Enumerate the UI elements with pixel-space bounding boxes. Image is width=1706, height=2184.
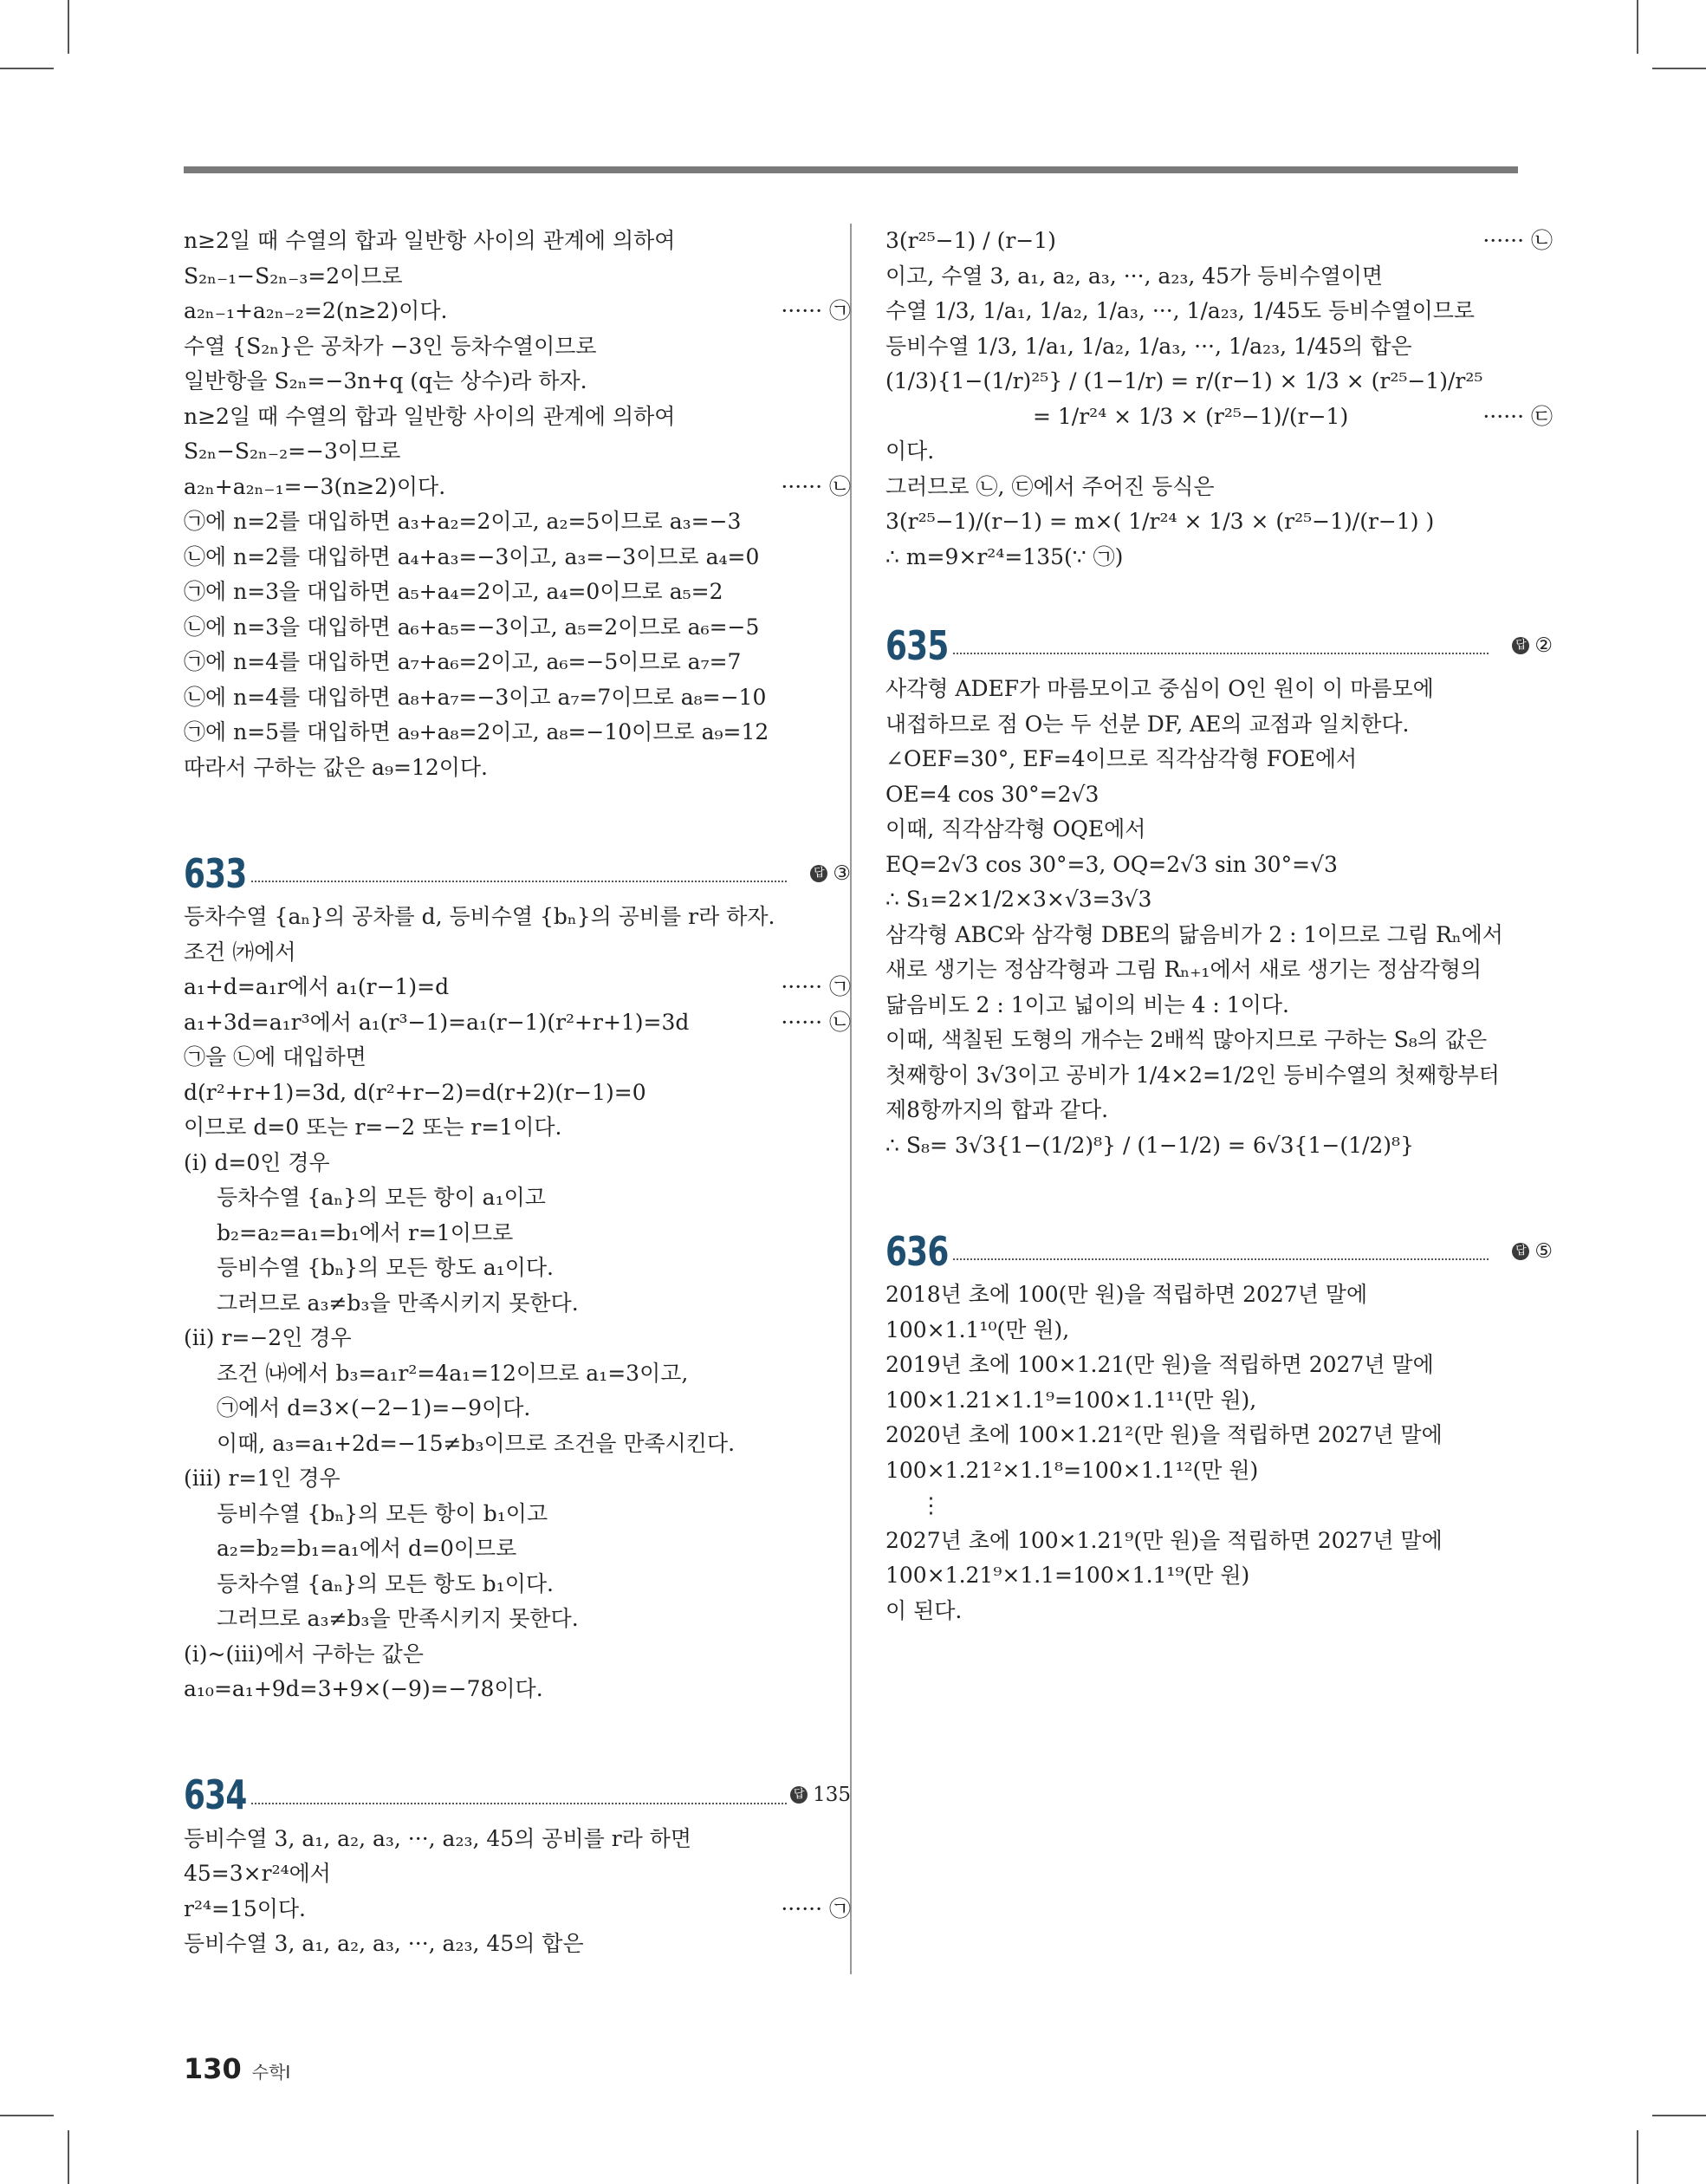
solution-line: a₁+d=a₁r에서 a₁(r−1)=d ······ ㉠	[184, 974, 851, 999]
solution-line: n≥2일 때 수열의 합과 일반항 사이의 관계에 의하여	[184, 228, 676, 253]
solution-634	[184, 1822, 851, 1962]
solution-line: = 1/r²⁴ × 1/3 × (r²⁵−1)/(r−1) ······ ㉢	[1033, 403, 1553, 429]
answer-badge	[1512, 1234, 1553, 1270]
problem-number: 635	[885, 621, 949, 669]
solution-line: ㉠에 n=3을 대입하면 a₅+a₄=2이고, a₄=0이므로 a₅=2	[184, 579, 723, 604]
solution-line: OE=4 cos 30°=2√3	[885, 781, 1099, 807]
solution-line: 내접하므로 점 O는 두 선분 DF, AE의 교점과 일치한다.	[885, 711, 1410, 737]
leader-dots	[953, 1258, 1489, 1260]
solution-line: 수열 1/3, 1/a₁, 1/a₂, 1/a₃, ···, 1/a₂₃, 1/45도 등비수열이므로	[885, 298, 1476, 323]
solution-line: 등차수열 {aₙ}의 공차를 d, 등비수열 {bₙ}의 공비를 r라 하자.	[184, 904, 775, 929]
answer-icon: 답	[1512, 637, 1529, 654]
solution-line: 새로 생기는 정삼각형과 그림 Rₙ₊₁에서 새로 생기는 정삼각형의	[885, 957, 1482, 982]
solution-line: 등비수열 {bₙ}의 모든 항이 b₁이고	[217, 1500, 548, 1526]
answer-badge	[810, 856, 851, 892]
solution-line: a₂=b₂=b₁=a₁에서 d=0이므로	[217, 1536, 517, 1561]
solution-line: 2020년 초에 100×1.21²(만 원)을 적립하면 2027년 말에	[885, 1422, 1443, 1447]
solution-line: 3(r²⁵−1) / (r−1) ······ ㉡	[885, 228, 1553, 253]
solution-line: 그러므로 a₃≠b₃을 만족시키지 못한다.	[217, 1606, 579, 1631]
problem-number: 636	[885, 1227, 949, 1275]
solution-line: (ⅱ) r=−2인 경우	[184, 1325, 352, 1350]
solution-line: ∴ S₈= 3√3{1−(1/2)⁸} / (1−1/2) = 6√3{1−(1/2)⁸}	[885, 1132, 1414, 1158]
solution-line: 등비수열 {bₙ}의 모든 항도 a₁이다.	[217, 1255, 554, 1280]
right-column	[885, 224, 1553, 1628]
leader-dots	[251, 881, 787, 882]
solution-line: 100×1.21×1.1⁹=100×1.1¹¹(만 원),	[885, 1387, 1257, 1413]
solution-line: 일반항을 S₂ₙ=−3n+q (q는 상수)라 하자.	[184, 368, 587, 393]
solution-line: n≥2일 때 수열의 합과 일반항 사이의 관계에 의하여	[184, 403, 676, 429]
solution-line: a₁₀=a₁+9d=3+9×(−9)=−78이다.	[184, 1676, 543, 1701]
solution-line: 등비수열 3, a₁, a₂, a₃, ···, a₂₃, 45의 공비를 r라 하면	[184, 1825, 692, 1851]
solution-line: a₁+3d=a₁r³에서 a₁(r³−1)=a₁(r−1)(r²+r+1)=3d ······ ㉡	[184, 1009, 851, 1035]
solution-line: 제8항까지의 합과 같다.	[885, 1097, 1109, 1122]
book-title: 수학Ⅰ	[251, 2062, 291, 2083]
solution-line: 이 된다.	[885, 1597, 963, 1623]
solution-634-continuation	[885, 224, 1553, 575]
solution-line: 100×1.1¹⁰(만 원),	[885, 1316, 1070, 1342]
crop-mark	[0, 2115, 54, 2116]
solution-line: ⋮	[920, 1492, 942, 1518]
answer-badge	[790, 1778, 851, 1813]
solution-line: d(r²+r+1)=3d, d(r²+r−2)=d(r+2)(r−1)=0	[184, 1079, 646, 1105]
solution-line: 그러므로 a₃≠b₃을 만족시키지 못한다.	[217, 1290, 579, 1316]
solution-line: 조건 ㈏에서 b₃=a₁r²=4a₁=12이므로 a₁=3이고,	[217, 1360, 689, 1386]
crop-mark	[1652, 68, 1706, 69]
solution-line: ㉡에 n=4를 대입하면 a₈+a₇=−3이고 a₇=7이므로 a₈=−10	[184, 684, 767, 710]
answer-value: 135	[813, 1784, 851, 1806]
problem-header-633	[184, 837, 851, 897]
leader-dots	[251, 1803, 787, 1804]
solution-line: ㉠에 n=4를 대입하면 a₇+a₆=2이고, a₆=−5이므로 a₇=7	[184, 649, 742, 674]
solution-line: a₂ₙ₋₁+a₂ₙ₋₂=2(n≥2)이다. ······ ㉠	[184, 298, 851, 323]
solution-line: 조건 ㈎에서	[184, 939, 296, 965]
solution-line: (ⅲ) r=1인 경우	[184, 1466, 341, 1491]
solution-line: 이때, 직각삼각형 OQE에서	[885, 816, 1146, 842]
solution-line: 2019년 초에 100×1.21(만 원)을 적립하면 2027년 말에	[885, 1352, 1434, 1377]
solution-line: 따라서 구하는 값은 a₉=12이다.	[184, 754, 488, 780]
solution-line: (ⅰ)~(ⅲ)에서 구하는 값은	[184, 1641, 424, 1667]
crop-mark	[1652, 2115, 1706, 2116]
solution-line: 그러므로 ㉡, ㉢에서 주어진 등식은	[885, 473, 1215, 499]
solution-line: 등차수열 {aₙ}의 모든 항이 a₁이고	[217, 1185, 546, 1210]
solution-636	[885, 1277, 1553, 1628]
solution-line: ㉠에서 d=3×(−2−1)=−9이다.	[217, 1395, 531, 1420]
problem-number: 633	[184, 849, 247, 897]
answer-badge	[1512, 628, 1553, 664]
solution-continuation	[184, 224, 851, 785]
solution-line: 45=3×r²⁴에서	[184, 1861, 331, 1886]
problem-header-635	[885, 609, 1553, 669]
solution-line: 2018년 초에 100(만 원)을 적립하면 2027년 말에	[885, 1282, 1368, 1307]
solution-line: 이므로 d=0 또는 r=−2 또는 r=1이다.	[184, 1115, 562, 1140]
answer-icon: 답	[1512, 1243, 1529, 1260]
solution-line: (1/3){1−(1/r)²⁵} / (1−1/r) = r/(r−1) × 1/3 × (r²⁵−1)/r²⁵	[885, 368, 1483, 393]
solution-line: S₂ₙ₋₁−S₂ₙ₋₃=2이므로	[184, 263, 403, 289]
solution-633	[184, 900, 851, 1707]
solution-line: 3(r²⁵−1)/(r−1) = m×( 1/r²⁴ × 1/3 × (r²⁵−1)/(r−1) )	[885, 509, 1435, 534]
solution-line: 이때, a₃=a₁+2d=−15≠b₃이므로 조건을 만족시킨다.	[217, 1430, 736, 1456]
left-column	[184, 224, 851, 1962]
solution-line: 100×1.21²×1.1⁸=100×1.1¹²(만 원)	[885, 1457, 1259, 1483]
solution-line: (ⅰ) d=0인 경우	[184, 1149, 330, 1175]
problem-header-636	[885, 1215, 1553, 1275]
page-number: 130	[184, 2052, 242, 2085]
solution-line: EQ=2√3 cos 30°=3, OQ=2√3 sin 30°=√3	[885, 851, 1338, 877]
solution-line: 이다.	[885, 439, 935, 464]
solution-line: 사각형 ADEF가 마름모이고 중심이 O인 원이 이 마름모에	[885, 676, 1434, 701]
crop-mark	[1637, 2130, 1638, 2184]
solution-line: 첫째항이 3√3이고 공비가 1/4×2=1/2인 등비수열의 첫째항부터	[885, 1062, 1500, 1088]
solution-line: 등비수열 3, a₁, a₂, a₃, ···, a₂₃, 45의 합은	[184, 1931, 584, 1956]
crop-mark	[68, 0, 69, 54]
crop-mark	[1637, 0, 1638, 54]
solution-line: a₂ₙ+a₂ₙ₋₁=−3(n≥2)이다. ······ ㉡	[184, 473, 851, 499]
solution-line: ∠OEF=30°, EF=4이므로 직각삼각형 FOE에서	[885, 746, 1358, 771]
header-rule	[184, 166, 1518, 173]
answer-icon: 답	[790, 1786, 808, 1804]
crop-mark	[0, 68, 54, 69]
solution-line: 삼각형 ABC와 삼각형 DBE의 닮음비가 2 : 1이므로 그림 Rₙ에서	[885, 921, 1503, 947]
page-footer	[184, 2052, 290, 2085]
solution-line: 수열 {S₂ₙ}은 공차가 −3인 등차수열이므로	[184, 333, 597, 359]
solution-line: r²⁴=15이다. ······ ㉠	[184, 1895, 851, 1921]
solution-line: ∴ S₁=2×1/2×3×√3=3√3	[885, 887, 1152, 912]
solution-line: 2027년 초에 100×1.21⁹(만 원)을 적립하면 2027년 말에	[885, 1527, 1443, 1553]
solution-line: ㉠에 n=5를 대입하면 a₉+a₈=2이고, a₈=−10이므로 a₉=12	[184, 719, 769, 744]
solution-line: S₂ₙ−S₂ₙ₋₂=−3이므로	[184, 439, 401, 464]
solution-line: ㉡에 n=3을 대입하면 a₆+a₅=−3이고, a₅=2이므로 a₆=−5	[184, 614, 760, 640]
solution-line: 이때, 색칠된 도형의 개수는 2배씩 많아지므로 구하는 S₈의 값은	[885, 1027, 1488, 1052]
solution-line: 등비수열 1/3, 1/a₁, 1/a₂, 1/a₃, ···, 1/a₂₃, 1/45의 합은	[885, 333, 1412, 359]
solution-line: ㉡에 n=2를 대입하면 a₄+a₃=−3이고, a₃=−3이므로 a₄=0	[184, 543, 760, 569]
problem-number: 634	[184, 1771, 247, 1818]
solution-line: ㉠에 n=2를 대입하면 a₃+a₂=2이고, a₂=5이므로 a₃=−3	[184, 509, 742, 534]
solution-line: ㉠을 ㉡에 대입하면	[184, 1044, 366, 1069]
solution-line: 이고, 수열 3, a₁, a₂, a₃, ···, a₂₃, 45가 등비수열이면	[885, 263, 1384, 289]
solution-line: 100×1.21⁹×1.1=100×1.1¹⁹(만 원)	[885, 1563, 1250, 1588]
crop-mark	[68, 2130, 69, 2184]
answer-value: ③	[833, 861, 851, 885]
problem-header-634	[184, 1759, 851, 1817]
leader-dots	[953, 653, 1489, 654]
solution-635	[885, 672, 1553, 1163]
answer-icon: 답	[810, 865, 827, 882]
solution-line: b₂=a₂=a₁=b₁에서 r=1이므로	[217, 1219, 514, 1245]
answer-value: ⑤	[1534, 1239, 1553, 1263]
solution-line: 닮음비도 2 : 1이고 넓이의 비는 4 : 1이다.	[885, 991, 1289, 1017]
solution-line: 등차수열 {aₙ}의 모든 항도 b₁이다.	[217, 1570, 554, 1596]
solution-line: ∴ m=9×r²⁴=135(∵ ㉠)	[885, 543, 1124, 569]
answer-value: ②	[1534, 634, 1553, 657]
